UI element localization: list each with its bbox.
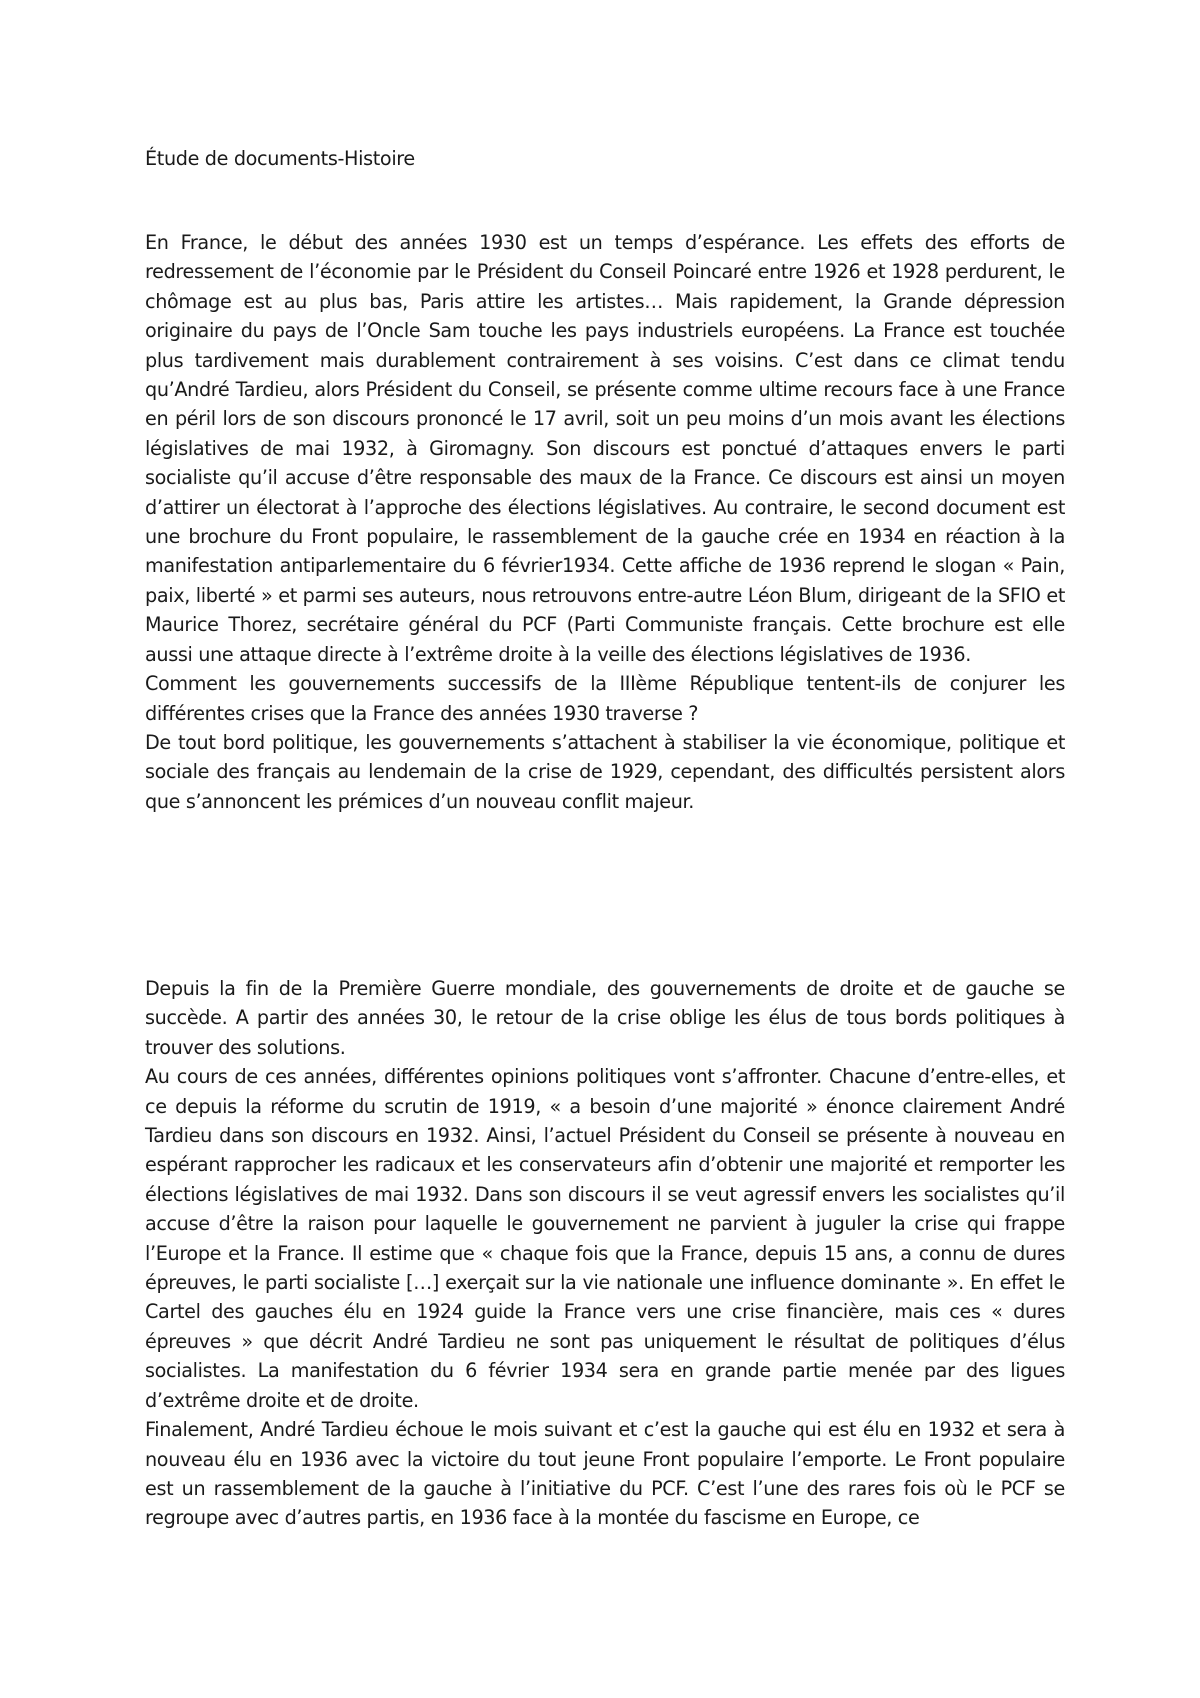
document-page: [145, 0, 1065, 1698]
part1-paragraph-2: Au cours de ces années, différentes opinions politiques vont s’affronter. Chacune d’entre-elles, et ce depuis la réforme du scrutin de 1919, « a besoin d’une majorité » énonce clairement André Tardieu dans son discours en 1932. Ainsi, l’actuel Président du Conseil se présente à nouveau en espérant rapprocher les radicaux et les conservateurs afin d’obtenir une majorité et remporter les élections législatives de mai 1932. Dans son discours il se veut agressif envers les socialistes qu’il accuse d’être la raison pour laquelle le gouvernement ne parvient à juguler la crise qui frappe l’Europe et la France. Il estime que « chaque fois que la France, depuis 15 ans, a connu de dures épreuves, le parti socialiste […] exerçait sur la vie nationale une influence dominante ». En effet le Cartel des gauches élu en 1924 guide la France vers une crise financière, mais ces « dures épreuves » que décrit André Tardieu ne sont pas uniquement le résultat de politiques d’élus socialistes. La manifestation du 6 février 1934 sera en grande partie menée par des ligues d’extrême droite et de droite.: [145, 1065, 1065, 1412]
intro-paragraph-plan: De tout bord politique, les gouvernements s’attachent à stabiliser la vie économique, politique et sociale des français au lendemain de la crise de 1929, cependant, des difficultés persistent alors que s’annoncent les prémices d’un nouveau conflit majeur.: [145, 730, 1065, 813]
part1-paragraph-1: Depuis la fin de la Première Guerre mondiale, des gouvernements de droite et de gauche se succède. A partir des années 30, le retour de la crise oblige les élus de tous bords politiques à trouver des solutions.: [145, 977, 1065, 1059]
intro-paragraph-problem: Comment les gouvernements successifs de la IIIème République tentent-ils de conjurer les différentes crises que la France des années 1930 traverse ?: [145, 672, 1065, 725]
part1-paragraph-3: Finalement, André Tardieu échoue le mois suivant et c’est la gauche qui est élu en 1932 et sera à nouveau élu en 1936 avec la victoire du tout jeune Front populaire l’emporte. Le Front populaire est un rassemblement de la gauche à l’initiative du PCF. C’est l’une des rares fois où le PCF se regroupe avec d’autres partis, en 1936 face à la montée du fascisme en Europe, ce: [145, 1418, 1065, 1530]
intro-paragraph-context: En France, le début des années 1930 est un temps d’espérance. Les effets des efforts de redressement de l’économie par le Président du Conseil Poincaré entre 1926 et 1928 perdurent, le chômage est au plus bas, Paris attire les artistes… Mais rapidement, la Grande dépression originaire du pays de l’Oncle Sam touche les pays industriels européens. La France est touchée plus tardivement mais durablement contrairement à ses voisins. C’est dans ce climat tendu qu’André Tardieu, alors Président du Conseil, se présente comme ultime recours face à une France en péril lors de son discours prononcé le 17 avril, soit un peu moins d’un mois avant les élections législatives de mai 1932, à Giromagny. Son discours est ponctué d’attaques envers le parti socialiste qu’il accuse d’être responsable des maux de la France. Ce discours est ainsi un moyen d’attirer un électorat à l’approche des élections législatives. Au contraire, le second document est une brochure du Front populaire, le rassemblement de la gauche crée en 1934 en réaction à la manifestation antiparlementaire du 6 février1934. Cette affiche de 1936 reprend le slogan « Pain, paix, liberté » et parmi ses auteurs, nous retrouvons entre-autre Léon Blum, dirigeant de la SFIO et Maurice Thorez, secrétaire général du PCF (Parti Communiste français. Cette brochure est elle aussi une attaque directe à l’extrême droite à la veille des élections législatives de 1936.: [145, 231, 1065, 666]
introduction-section: [145, 228, 1065, 816]
part-one-section: [145, 974, 1065, 1533]
document-title: Étude de documents-Histoire: [145, 147, 415, 170]
